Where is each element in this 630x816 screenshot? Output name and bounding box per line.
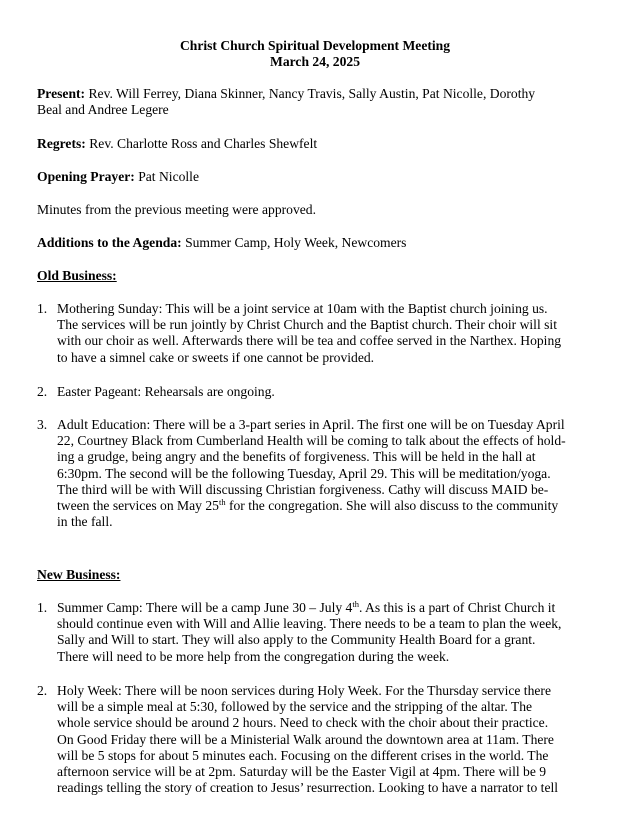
meeting-date: March 24, 2025 xyxy=(270,54,360,69)
item-line: should continue even with Will and Allie leaving. There needs to be a team to plan the week, xyxy=(57,616,562,632)
item-line: to have a simnel cake or sweets if one cannot be provided. xyxy=(57,349,375,365)
present-names-2: Beal and Andree Legere xyxy=(37,102,169,118)
item-line: will be a simple meal at 5:30, followed by the service and the stripping of the altar. The xyxy=(57,699,533,715)
item-line: with our choir as well. Afterwards there will be tea and coffee served in the Narthex. Hoping xyxy=(57,333,562,349)
regrets-names: Rev. Charlotte Ross and Charles Shewfelt xyxy=(89,136,318,151)
item-line: The services will be run jointly by Christ Church and the Baptist church. Their choir will sit xyxy=(57,317,557,333)
list-item xyxy=(57,417,605,530)
list-item xyxy=(57,600,605,665)
list-item-number: 2. xyxy=(37,384,48,399)
list-item-number: 2. xyxy=(37,683,48,698)
item-line: Mothering Sunday: This will be a joint service at 10am with the Baptist church joining us. xyxy=(57,301,548,316)
opening-prayer-label: Opening Prayer: xyxy=(37,169,135,184)
item-line-text: . As this is a part of Christ Church it xyxy=(358,600,556,615)
item-line: ing a grudge, being angry and the benefits of forgiveness. This will be held in the hall at xyxy=(57,449,536,465)
item-line: Sally and Will to start. They will also apply to the Community Health Board for a grant. xyxy=(57,632,536,648)
item-line: afternoon service will be at 2pm. Saturday will be the Easter Vigil at 4pm. There will be 9 xyxy=(57,764,547,780)
present-section xyxy=(37,86,597,118)
opening-prayer-name: Pat Nicolle xyxy=(138,169,199,184)
ordinal-suffix: th xyxy=(218,497,226,508)
old-business-heading: Old Business: xyxy=(37,268,117,283)
item-line: 6:30pm. The second will be the following Tuesday, April 29. This will be meditation/yoga. xyxy=(57,465,551,481)
new-business-heading: New Business: xyxy=(37,567,121,582)
list-item xyxy=(57,384,605,400)
item-line: in the fall. xyxy=(57,514,113,530)
list-item xyxy=(57,683,605,796)
item-line xyxy=(57,600,605,616)
present-label: Present: xyxy=(37,86,86,101)
item-line: Adult Education: There will be a 3-part series in April. The first one will be on Tuesday April xyxy=(57,417,565,432)
list-item-number: 1. xyxy=(37,301,48,316)
item-line: will be 5 stops for about 5 minutes each. Focusing on the different crises in the world. The xyxy=(57,747,549,763)
item-line: 22, Courtney Black from Cumberland Health will be coming to talk about the effects of hold- xyxy=(57,433,566,449)
ordinal-suffix: th xyxy=(352,599,359,609)
regrets-section xyxy=(37,136,597,152)
item-line: readings telling the story of creation to Jesus’ resurrection. Looking to have a narrator to tell xyxy=(57,780,559,796)
opening-prayer-section xyxy=(37,169,597,185)
item-line-text: Summer Camp: There will be a camp June 30 – July 4 xyxy=(57,600,353,615)
list-item-number: 3. xyxy=(37,417,48,432)
item-line: There will need to be more help from the congregation during the week. xyxy=(57,648,450,664)
regrets-label: Regrets: xyxy=(37,136,86,151)
item-line-text: for the congregation. She will also discuss to the community xyxy=(225,498,559,514)
item-line: Holy Week: There will be noon services during Holy Week. For the Thursday service there xyxy=(57,683,551,698)
item-line-text: tween the services on May 25 xyxy=(57,498,219,514)
list-item xyxy=(57,301,605,366)
agenda-label: Additions to the Agenda: xyxy=(37,235,182,250)
agenda-additions xyxy=(37,235,597,251)
item-line: whole service should be around 2 hours. Need to check with the choir about their practice. xyxy=(57,715,549,731)
item-line: The third will be with Will discussing Christian forgiveness. Cathy will discuss MAID be- xyxy=(57,481,549,497)
minutes-approval: Minutes from the previous meeting were approved. xyxy=(37,202,316,217)
item-line: Easter Pageant: Rehearsals are ongoing. xyxy=(57,384,275,399)
list-item-number: 1. xyxy=(37,600,48,615)
item-line xyxy=(57,498,605,514)
item-line: On Good Friday there will be a Ministerial Walk around the downtown area at 11am. There xyxy=(57,731,554,747)
present-names-1: Rev. Will Ferrey, Diana Skinner, Nancy Travis, Sally Austin, Pat Nicolle, Dorothy xyxy=(88,86,536,101)
document-title: Christ Church Spiritual Development Meeting xyxy=(179,38,451,53)
agenda-items: Summer Camp, Holy Week, Newcomers xyxy=(185,235,407,250)
